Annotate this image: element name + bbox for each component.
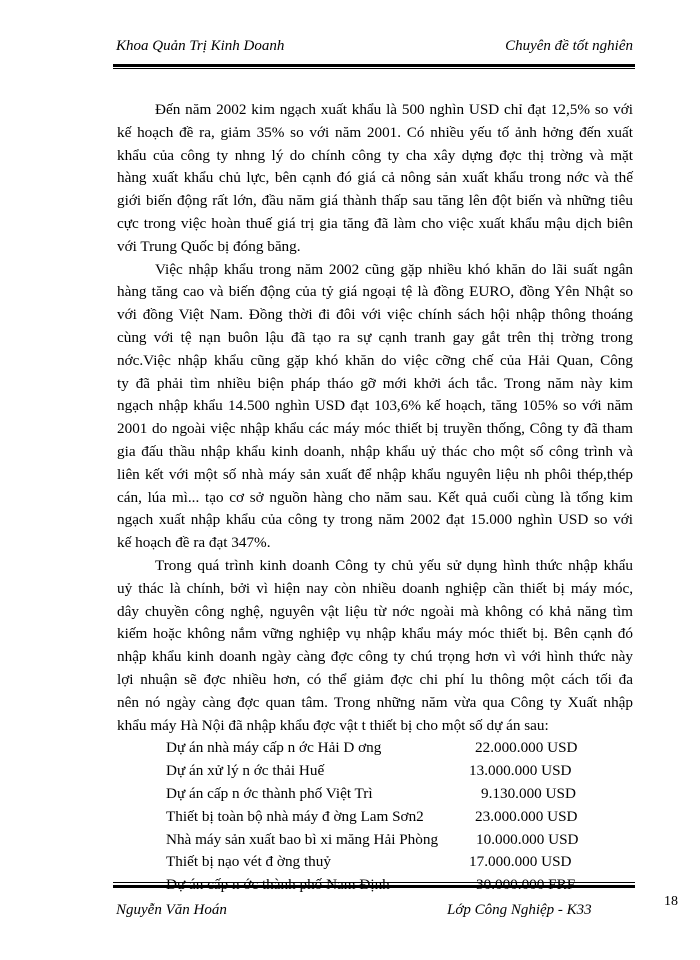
text-line: kiếm hoặc không nắm vững nghiệp vụ nhập khẩu máy móc thiết bị. Bên cạnh đó: [117, 625, 633, 643]
text-line: liên kết với một số nhà máy sản xuất để nhập khẩu nguyên liệu nh phôi thép,thép: [117, 465, 633, 483]
body-text: [117, 99, 633, 897]
project-row: [117, 760, 633, 783]
text-line: nớc.Việc nhập khẩu cũng gặp khó khăn do việc cỡng chế của Hải Quan, Công: [117, 351, 633, 369]
project-name: Dự án cấp n ớc thành phố Việt Trì: [166, 784, 373, 802]
project-amount: 17.000.000 USD: [469, 853, 572, 871]
project-name: Dự án nhà máy cấp n ớc Hải D ơng: [166, 739, 382, 757]
project-row: [117, 851, 633, 874]
text-line: uỷ thác là chính, bởi vì hiện nay còn nhiều doanh nghiệp cần thiết bị máy móc,: [117, 579, 633, 597]
text-line: hàng xuất khẩu chủ lực, bên cạnh đó giá cả nông sản xuất khẩu trong nớc và thế: [117, 169, 633, 187]
project-row: [117, 806, 633, 829]
text-line: lợi nhuận sẽ đợc nhiều hơn, có thể giảm đợc chi phí lu thông một cách tối đa: [117, 670, 633, 688]
footer-rule-thin: [113, 882, 635, 883]
project-amount: 9.130.000 USD: [481, 784, 576, 802]
text-line: với đồng Việt Nam. Đồng thời đi đôi với việc chính sách hội nhập thông thoáng: [117, 306, 633, 324]
text-line: Việc nhập khẩu trong năm 2002 cũng gặp nhiều khó khăn do lãi suất ngân: [155, 260, 633, 278]
text-line: cán, lúa mì... tạo cơ sở nguồn hàng cho năm sau. Kết quả cuối cùng là tổng kim: [117, 488, 633, 506]
text-line: ngạch nhập khẩu 14.500 nghìn USD đạt 103,6% kế hoạch, tăng 105% so với năm: [117, 397, 633, 415]
text-line: khẩu của công ty nhng lý do chính công ty cha xây dựng đợc thị trờng và mặt: [117, 146, 633, 164]
footer-class: Lớp Công Nghiệp - K33: [447, 902, 592, 918]
text-line: giới biến động rất lớn, đầu năm giá thành thấp sau tăng lên đột biến và những tiêu: [117, 192, 633, 210]
project-amount: 13.000.000 USD: [469, 762, 572, 780]
paragraph-3: [117, 555, 633, 737]
text-line: gia đấu thầu nhập khẩu kinh doanh, nhập khẩu uỷ thác cho một số công trình và: [117, 442, 633, 460]
text-line: ngạch xuất nhập khẩu của công ty trong năm 2002 đạt 15.000 nghìn USD so với: [117, 511, 633, 529]
text-line: dây chuyền công nghệ, nguyên vật liệu từ nớc ngoài mà không có khả năng tìm: [117, 602, 633, 620]
header-rule-thin: [113, 68, 635, 69]
project-row: [117, 783, 633, 806]
header-faculty: Khoa Quản Trị Kinh Doanh: [116, 38, 285, 54]
header-title: Chuyên đề tốt nghiên: [505, 38, 633, 54]
paragraph-1: [117, 99, 633, 259]
project-row: [117, 737, 633, 760]
text-line: Đến năm 2002 kim ngạch xuất khẩu là 500 nghìn USD chỉ đạt 12,5% so với: [155, 101, 633, 118]
project-amount: 22.000.000 USD: [475, 739, 578, 757]
footer-author: Nguyễn Văn Hoán: [116, 902, 227, 918]
text-line: với Trung Quốc bị đóng băng.: [117, 237, 301, 255]
project-name: Thiết bị toàn bộ nhà máy đ ờng Lam Sơn2: [166, 807, 424, 825]
text-line: nhập khẩu kinh doanh ngày càng đợc công ty chú trọng hơn vì với hình thức này: [117, 648, 633, 666]
text-line: cực trong việc hoàn thuế giá trị gia tăng đã làm cho việc xuất khẩu mậu dịch biên: [117, 214, 633, 232]
header-rule: [113, 64, 635, 67]
text-line: cùng với tệ nạn buôn lậu đã tạo ra sự cạnh tranh gay gắt trên thị trờng trong: [117, 328, 633, 346]
text-line: kế hoạch đề ra đạt 347%.: [117, 534, 271, 552]
page-number: 18: [664, 894, 678, 909]
text-line: Trong quá trình kinh doanh Công ty chủ yếu sử dụng hình thức nhập khẩu: [155, 556, 633, 574]
text-line: 2001 do ngoài việc nhập khẩu các máy móc thiết bị truyền thống, Công ty đã tham: [117, 420, 633, 438]
project-name: Nhà máy sản xuất bao bì xi măng Hải Phòng: [166, 830, 439, 848]
project-amount: 10.000.000 USD: [476, 830, 579, 848]
footer-rule: [113, 885, 635, 888]
text-line: ty đã phải tìm nhiều biện pháp tháo gỡ mới khởi ách tắc. Trong năm này kim: [117, 374, 633, 392]
text-line: hàng tăng cao và biến động của tỷ giá ngoại tệ là đồng EURO, đồng Yên Nhật so: [117, 283, 633, 301]
project-name: Thiết bị nạo vét đ ờng thuỷ: [166, 853, 331, 871]
text-line: kế hoạch đề ra, giảm 35% so với năm 2001. Có nhiều yếu tố ảnh hởng đến xuất: [117, 123, 633, 141]
page-footer: [113, 902, 633, 928]
project-name: Dự án xử lý n ớc thải Huế: [166, 762, 325, 780]
text-line: nên nó ngày càng đợc quan tâm. Trong những năm vừa qua Công ty Xuất nhập: [117, 693, 633, 711]
project-list: [117, 737, 633, 897]
text-line: khẩu máy Hà Nội đã nhập khẩu đợc vật t thiết bị cho một số dự án sau:: [117, 716, 549, 734]
project-row: [117, 829, 633, 852]
page-header: [113, 38, 633, 64]
project-amount: 23.000.000 USD: [475, 807, 578, 825]
paragraph-2: [117, 259, 633, 555]
